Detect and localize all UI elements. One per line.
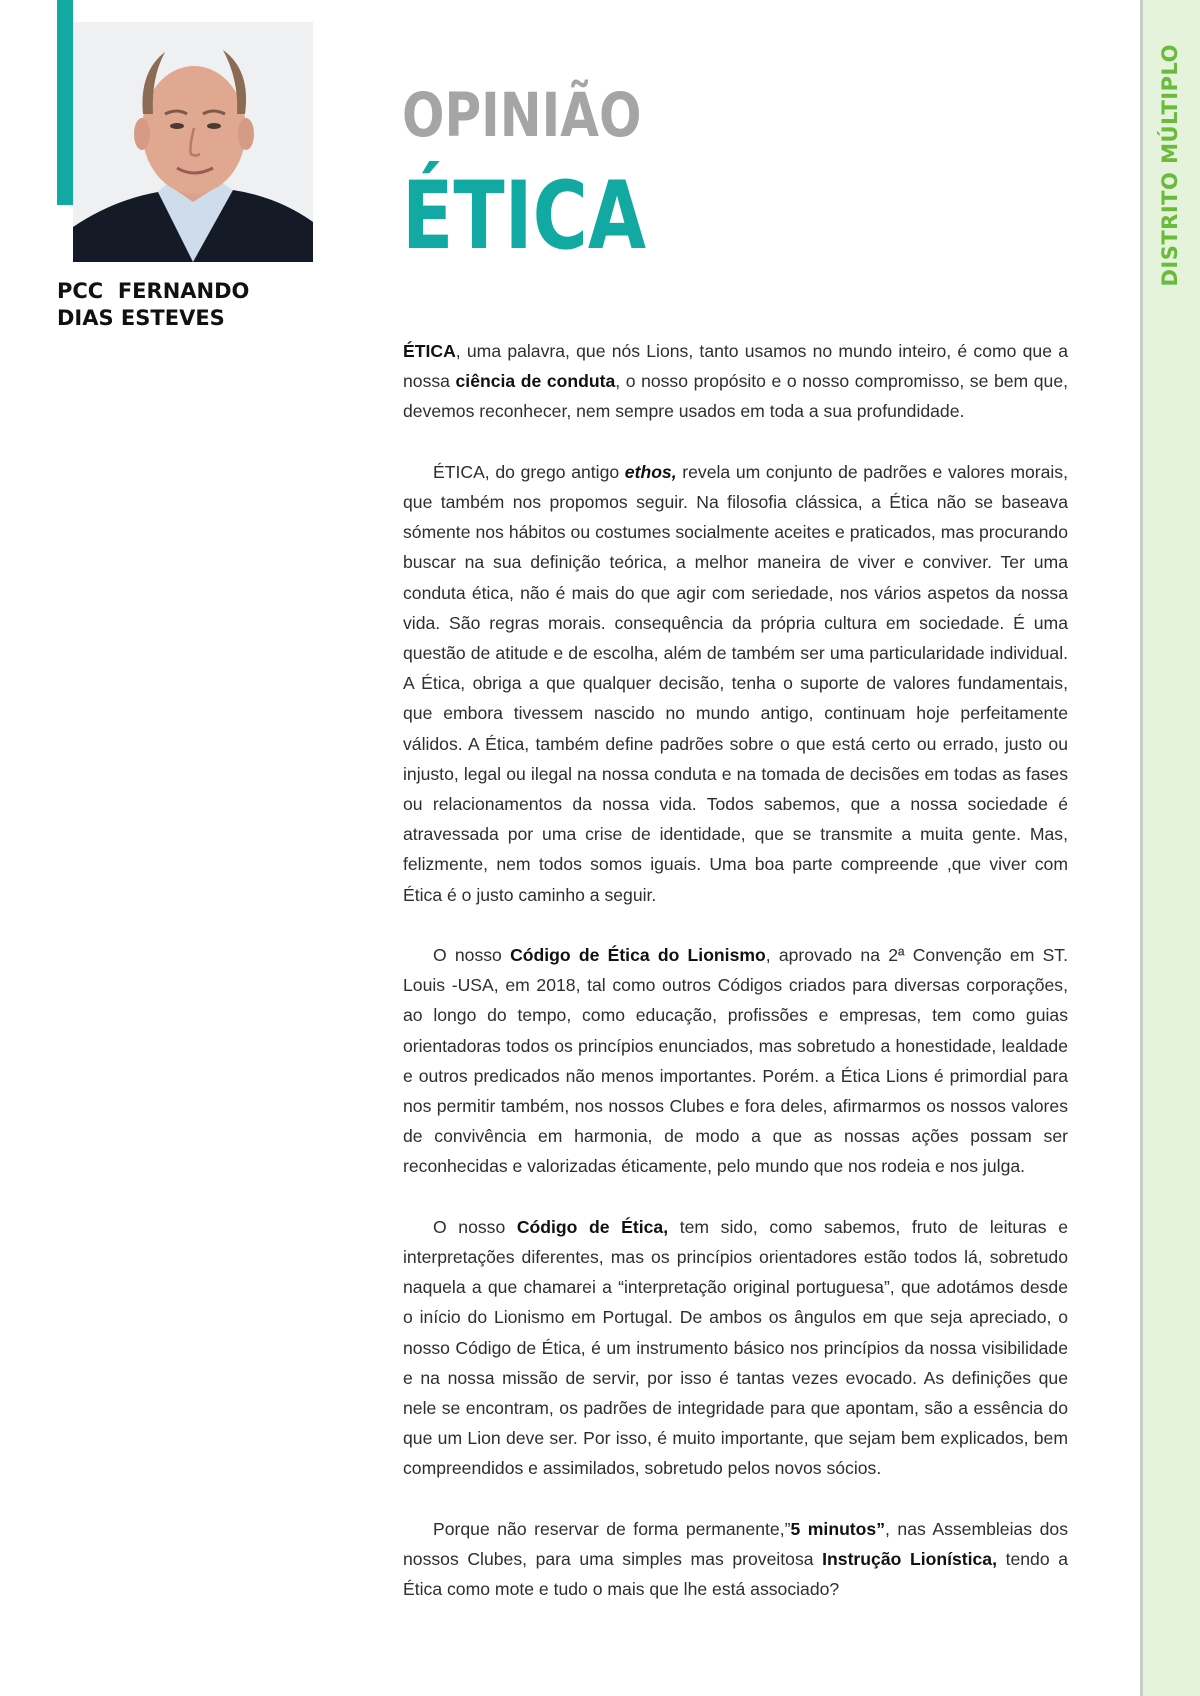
article-paragraph — [403, 940, 1068, 1182]
article-body — [403, 336, 1068, 1635]
side-label: DISTRITO MÚLTIPLO — [1158, 44, 1182, 287]
side-label-container — [1158, 44, 1182, 287]
article-paragraph — [403, 336, 1068, 427]
article-paragraph — [403, 1212, 1068, 1484]
text-run: tem sido, como sabemos, fruto de leituras e interpretações diferentes, mas os princípios orientadores estão todos lá, sobretudo naquela a que chamarei a “interpretação original portuguesa”, que adotámos desde o início do Lionismo em Portugal. De ambos os ângulos em que seja apreciado, o nosso Código de Ética, é um instrumento básico nos princípios da nossa visibilidade e na nossa missão de servir, por isso é tantas vezes evocado. As definições que nele se encontram, os padrões de integridade para que apontam, são a essência do que um Lion deve ser. Por isso, é muito importante, que sejam bem explicados, bem compreendidos e assimilados, sobretudo pelos novos sócios. — [403, 1216, 1068, 1479]
emphasis-text: ethos, — [624, 461, 677, 482]
section-label: OPINIÃO — [402, 80, 642, 151]
emphasis-text: Instrução Lionística, — [822, 1549, 997, 1570]
text-run: O nosso — [433, 1216, 517, 1237]
author-photo — [73, 22, 313, 262]
author-name-line-1: PCC FERNANDO — [57, 279, 250, 303]
author-name — [57, 278, 317, 332]
text-run: O nosso — [433, 945, 511, 966]
emphasis-text: ÉTICA — [403, 341, 456, 361]
text-run: Porque não reservar de forma permanente,” — [433, 1518, 791, 1539]
text-run: tendo a Ética como mote e tudo o mais que lhe está associado? — [403, 1549, 1068, 1600]
text-run: , nas Assembleias dos nossos Clubes, para uma simples mas proveitosa — [403, 1518, 1068, 1570]
article-title: ÉTICA — [402, 162, 647, 271]
emphasis-text: ciência de conduta — [455, 371, 616, 392]
accent-bar — [57, 0, 73, 205]
article-paragraph — [403, 1514, 1068, 1605]
text-run: , uma palavra, que nós Lions, tanto usamos no mundo inteiro, é como que a nossa — [403, 341, 1068, 392]
emphasis-text: Código de Ética, — [516, 1216, 669, 1237]
emphasis-text: 5 minutos” — [790, 1518, 885, 1539]
text-run: revela um conjunto de padrões e valores morais, que também nos propomos seguir. Na filosofia clássica, a Ética não se baseava sómente nos hábitos ou costumes socialmente aceites e praticados, mas procurando buscar na sua definição teórica, a melhor maneira de viver e conviver. Ter uma conduta ética, não é mais do que agir com seriedade, nos vários aspetos da nossa vida. São regras morais. consequência da própria cultura em sociedade. É uma questão de atitude e de escolha, além de também ser uma particularidade individual. A Ética, obriga a que qualquer decisão, tenha o suporte de valores fundamentais, que embora tivessem nascido no mundo antigo, continuam hoje perfeitamente válidos. A Ética, também define padrões sobre o que está certo ou errado, justo ou injusto, legal ou ilegal na nossa conduta e na tomada de decisões em todas as fases ou relacionamentos da nossa vida. Todos sabemos, que a nossa sociedade é atravessada por uma crise de identidade, que se transmite a muita gente. Mas, felizmente, nem todos somos iguais. Uma boa parte compreende ,que viver com Ética é o justo caminho a seguir. — [403, 461, 1068, 905]
text-run: ÉTICA, do grego antigo — [433, 461, 625, 482]
text-run: , o nosso propósito e o nosso compromisso, se bem que, devemos reconhecer, nem sempre usados em toda a sua profundidade. — [403, 371, 1068, 422]
emphasis-text: Código de Ética do Lionismo — [510, 945, 766, 966]
article-paragraph — [403, 457, 1068, 910]
author-name-line-2: DIAS ESTEVES — [57, 306, 225, 330]
text-run: , aprovado na 2ª Convenção em ST. Louis -USA, em 2018, tal como outros Códigos criados para diversas corporações, ao longo do tempo, como educação, profissões e empresas, tem como guias orientadoras todos os princípios enunciados, mas sobretudo a honestidade, lealdade e outros predicados não menos importantes. Porém. a Ética Lions é primordial para nos permitir também, nos nossos Clubes e fora deles, afirmarmos os nossos valores de convivência em harmonia, de modo a que as nossas ações possam ser reconhecidas e valorizadas éticamente, pelo mundo que nos rodeia e nos julga. — [403, 945, 1068, 1177]
